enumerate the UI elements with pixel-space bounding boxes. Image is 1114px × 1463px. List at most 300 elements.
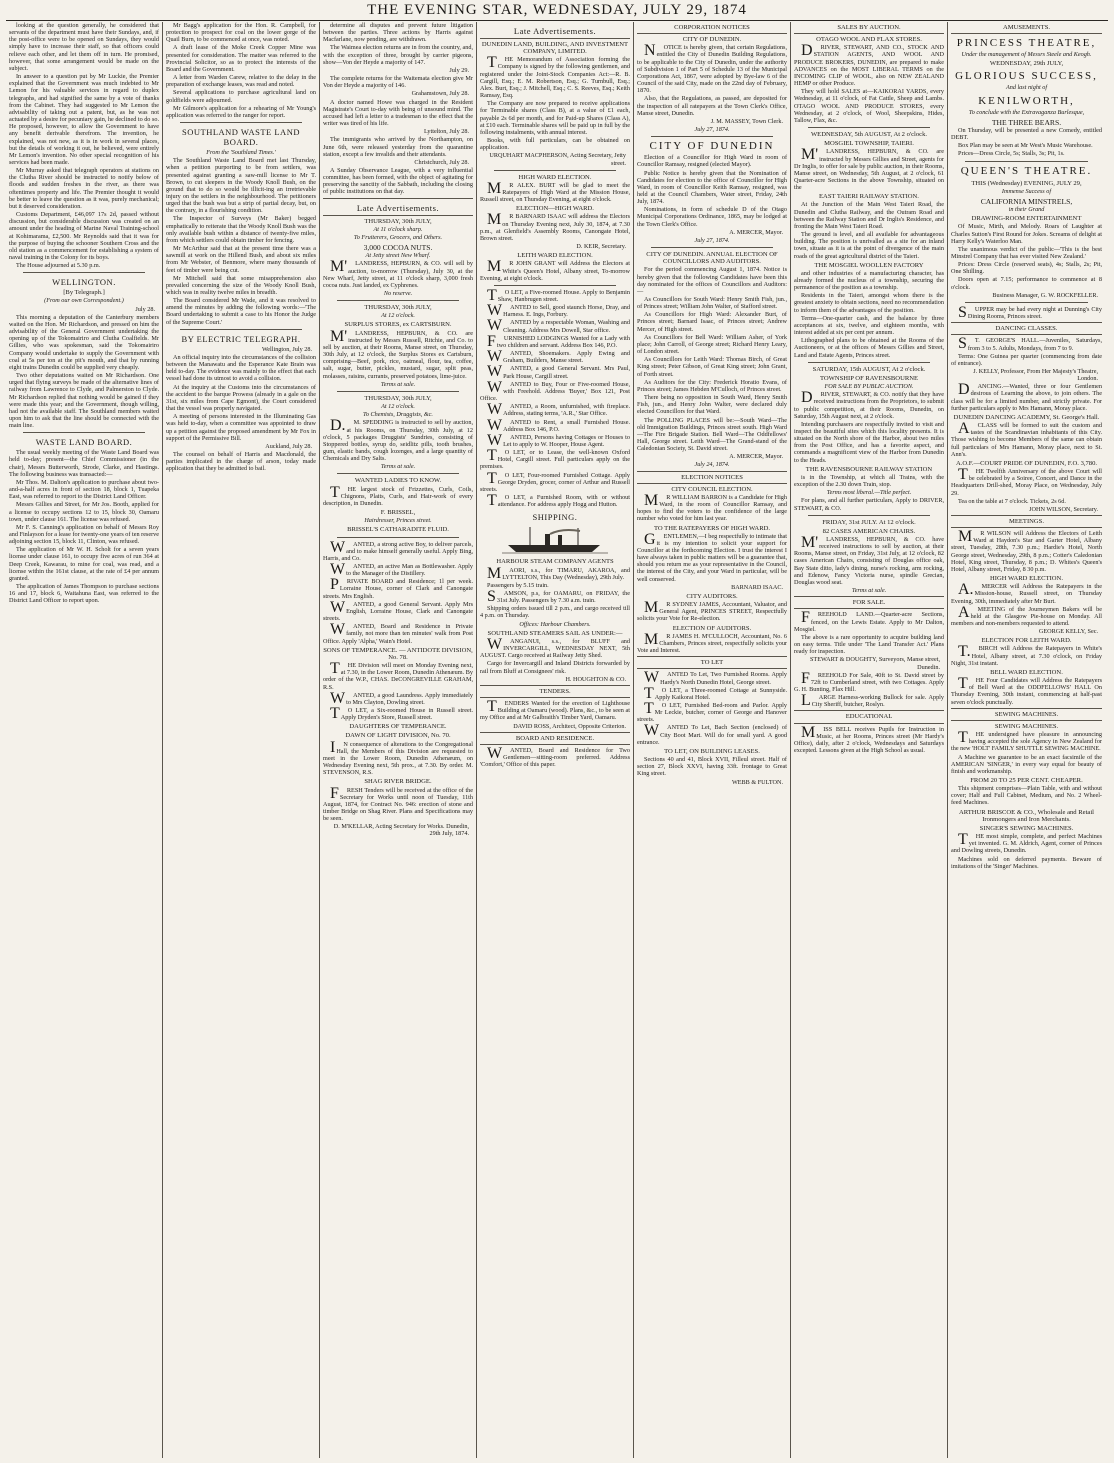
- article-paragraph: Mr Gilmore's application for a rehearing of Mr Young's application was referred to the ranger for report.: [166, 104, 316, 119]
- article-paragraph: The immigrants who arrived by the Northampton, on June 6th, were released yesterday from the quarantine station, except a few invalids and their attendants.: [323, 136, 473, 158]
- ad-signature: H. HOUGHTON & CO.: [565, 675, 626, 683]
- notice-title: CITY OF DUNEDIN. ANNUAL ELECTION OF COUNCILLORS AND AUDITORS.: [646, 251, 778, 266]
- dateline: Wellington, July 28.: [261, 345, 312, 353]
- ad-title: LEITH WARD ELECTION.: [517, 252, 593, 260]
- article-paragraph: A Sunday Observance League, with a very influential committee, has been formed, with the object of agitating for preserving the sanctity of the Sabbath, including the closing of public institutions on that day.: [323, 166, 473, 196]
- steamship-illustration: [500, 525, 610, 555]
- ad-body: Lithographed plans to be obtained at the Rooms of the Auctioneers, or at the offices of Messrs Gillies and Street, Land and Estate Agents, Princes street.: [794, 337, 944, 359]
- divider: [637, 33, 787, 34]
- ad-time: At 12 o'clock.: [381, 312, 415, 320]
- ad-body: Cargo for Invercargill and Inland Districts forwarded by rail from Bluff at Consignees' risk.: [480, 660, 630, 675]
- ad-body: TO LET, a Six-roomed House in Russell street. Apply Dryden's Store, Russell street.: [330, 704, 473, 722]
- ad-body: M'LANDRESS, HEPBURN, & CO. will sell by auction, to-morrow (Thursday), July 30, at the New Wharf, Jetty street, at 11 o'clock sharp, 3,000 fresh cocoa nuts. Just landed, ex Cyphrenes.: [323, 258, 473, 289]
- ad-body: TO LET, or to Lease, the well-known Oxford Hotel, Cargill street. Full particulars apply on the premises.: [480, 447, 630, 471]
- ad-signature: F. BRISSEL,: [380, 509, 416, 517]
- ad-headline: CALIFORNIA MINSTRELS,: [980, 196, 1073, 206]
- article-paragraph: determine all disputes and prevent future litigation between the parties. Three actions by Harris against Macfarlane, now pending, are withdrawn.: [323, 22, 473, 44]
- ad-title: QUEEN'S THEATRE.: [960, 164, 1093, 177]
- ad-body: The Company are now prepared to receive applications for Terminable shares (Class B), at a value of £1 each, payable 2s 6d per month, and for Paid-up Shares (Class A), at £10 each. Terminable shares will be paid up in full by the following instalments, with annual interest.: [480, 100, 630, 136]
- ad-body: ACLASS will be formed to suit the custom and tastes of the Scandinavian inhabitants of this City. Those wishing to become Members of the same can obtain full particulars of Mrs Hamann, Moray place, next to St. Ann's.: [951, 420, 1102, 458]
- ad-signature: GEORGE KELLY, Sec.: [1038, 628, 1098, 636]
- ad-body: THE Four Candidates will Address the Ratepayers of Bell Ward at the ODDFELLOWS' HALL On Thursday Evening, 30th instant, commencing at half-past seven o'clock punctually.: [951, 675, 1102, 706]
- notice-date: July 27, 1874.: [694, 126, 730, 134]
- dateline: Auckland, July 28.: [265, 442, 312, 450]
- ad-body: THE largest stock of Frizzettes, Curls, Coils, Chignons, Plaits, Curls, and Hair-work of every description, in Dunedin.: [323, 483, 473, 507]
- ad-body: SAMSON, p.s, for OAMARU, on FRIDAY, the 31st July. Passengers by 7.30 a.m. train.: [487, 588, 630, 605]
- ad-body: M'LANDRESS, HEPBURN, & CO. have received instructions to sell by auction, at their Rooms, Manse street, on Friday, 31st July, at 12 o'clock, 82 cases American Chairs, consisting of Douglas office oak, Bay State ditto, lady's dining, nurse's rocking, arm rocking, and Edenow, Fancy Victoria nurse, spindle Grecian, Douglas wood seat.: [794, 534, 944, 586]
- ad-body: T.BIRCH will Address the Ratepayers in White's Hotel, Albany street, at 7.30 o'clock, on Friday Night, 31st instant.: [951, 643, 1102, 667]
- ad-body: THE undersigned have pleasure in announcing having accepted the sole Agency in New Zealand for the new 'HOLT' FAMILY SHUTTLE SEWING MACHINE.: [951, 729, 1102, 753]
- ad-note: Terms at sale.: [851, 587, 887, 595]
- notice-title: ELECTION OF AUDITORS.: [672, 624, 752, 632]
- column-3: [320, 22, 477, 1458]
- ad-body: TO LET, Furnished Bed-room and Parlor. Apply Mr Leckie, butcher, corner of George and Hanover streets.: [637, 699, 787, 724]
- ad-body: TO LET, a Furnished Room, with or without attendance. For address apply Hogg and Hutton.: [487, 492, 630, 510]
- ad-subheading: THE MOSGIEL WOOLLEN FACTORY: [814, 261, 924, 269]
- ad-body: Terms—One-quarter cash, and the balance by three acceptances at six, twelve, and eighteen months, with interest added at six per cent per annum.: [794, 314, 944, 337]
- ad-body: A Machine we guarantee to be an exact facsimile of the AMERICAN 'SINGER,' in every way equal for beauty of finish and workmanship.: [951, 753, 1102, 775]
- ad-body: WANTED, a good General Servant. Mrs Paul, Park House, Cargill street.: [487, 363, 630, 381]
- notice-title: CITY OF DUNEDIN: [649, 140, 775, 153]
- ad-body: WANTED, Shoemakers. Apply Ewing and Graham, Builders, Manse street.: [487, 348, 630, 366]
- article-paragraph: Customs Department, £46,097 17s 2d, passed without discussion, but considerable discussion was created on an amount under the heading of Marine Naval Training-school at Kohimarama, £2,500. Mr Reynolds said that it was for the purpose of buying the schooner Southern Cross and the old station as a commencement for establishing a system of naval training in the Colony for its boys.: [9, 211, 159, 261]
- ad-time: At 12 o'clock.: [381, 403, 415, 411]
- ad-body: WANTED To Let, Two Furnished Rooms. Apply Hardy's North Dunedin Hotel, George street.: [644, 669, 787, 687]
- ad-title: HARBOUR STEAM COMPANY AGENTS: [496, 558, 614, 566]
- ad-body: WANTED, a Room, unfurnished, with fireplace. Address, stating terms, 'A.R.,' Star Office.: [487, 401, 630, 419]
- notice-body: As Councillors for High Ward: Alexander Burt, of Princes street; Barnard Isaac, of Princes street; Andrew Mercer, of High street.: [637, 311, 787, 333]
- article-paragraph: In answer to a question put by Mr Luckie, the Premier explained that the Government was much indebted to Mr Lemon for his valuable services in regard to duplex telegraphs, and had signified the same by a vote of thanks from the Cabinet. They had suggested to Mr Lemon the advisability of taking out a patent, but, as he was not actuated by a desire for pecuniary gain, he declined to do so. He proposed, however, to allow the Government to have any benefit derivable therefrom. The invention, he explained, was not new, as it is in work in several places, but the details of working it out, he believed, were entirely Mr Lemon's invention. No other special recognition of his services had been made.: [9, 73, 159, 166]
- section-heading: SALES BY AUCTION.: [837, 24, 901, 31]
- article-paragraph: The complete returns for the Waitemata election give Mr Von der Heyde a majority of 146.: [323, 75, 473, 90]
- divider: [951, 720, 1102, 721]
- ad-signature: D. KEIR, Secretary.: [576, 243, 626, 251]
- dateline: July 29.: [449, 66, 469, 74]
- ad-title: HIGH WARD ELECTION.: [518, 173, 592, 181]
- ad-signature: D. M'KELLAR, Acting Secretary for Works. Dunedin, 29th July, 1874.: [333, 823, 469, 838]
- section-heading: SOUTHLAND WASTE LAND BOARD.: [182, 127, 300, 148]
- ad-body: Intending purchasers are respectfully invited to visit and inspect the beautiful sites which this locality presents. It is situated on the North shore of the Harbor, about two miles from the Post Office, and has a favorite aspect, and commands a magnificent view of the Harbor from Dunedin to the Heads.: [794, 420, 944, 464]
- section-heading: FOR SALE.: [852, 599, 886, 607]
- divider: [965, 161, 1088, 162]
- article-paragraph: The Southland Waste Land Board met last Thursday, when a petition purporting to be from settlers, was presented against granting a saw-mill license to Mr T. Brown, to cut sleepers in the Woody Knoll Bush, on the ground that to do so would be illicit-ing an irretrievable injury on the settlers in the neighbourhood. The petitioners urged that the bush was but a strip of partial decay, but, on the contrary, in a flourishing condition.: [166, 157, 316, 215]
- column-4: [477, 22, 634, 1458]
- ad-title: ELECTION FOR LEITH WARD.: [981, 637, 1072, 645]
- article-paragraph: Messrs Gillies and Street, for Mr Jos. Booth, applied for a license to occupy sections 12 to 15, block 30, Oamaru town, under clause 161. The license was refused.: [9, 501, 159, 523]
- ad-subheading: FOR SALE BY PUBLIC AUCTION.: [824, 383, 914, 391]
- columns: [6, 22, 1108, 1458]
- ad-date: THIS (Wednesday) EVENING, JULY 29,: [971, 179, 1082, 187]
- dateline: Grahamstown, July 28.: [411, 90, 469, 98]
- ad-body: Tea on the table at 7 o'clock. Tickets, 2s 6d.: [958, 497, 1066, 505]
- notice-body: For the period commencing August 1, 1874. Notice is hereby given that the following Candidates have been this day nominated for the offices of Councillors and Auditors:—: [637, 266, 787, 295]
- ad-body: IN consequence of alterations to the Congregational Hall, the Members of this Division are requested to meet in the Lower Room, Dunedin Athenæum, on Wednesday Evening next, 5th prox., at 7.30. By order. M. STEVENSON, R.S.: [323, 738, 473, 777]
- ad-body: WANTED To Let, Bach Section (enclosed) of City Boot Mart. Will do for small yard. A good entrance.: [637, 722, 787, 746]
- ad-headline: KENILWORTH,: [978, 94, 1075, 107]
- divider: [323, 215, 473, 216]
- divider: [637, 668, 787, 669]
- ad-body: This shipment comprises—Plain Table, with and without cover; Half and Full Cabinet, Medium, and No. 2 Wheel-feed Machines.: [951, 785, 1102, 807]
- divider: [494, 170, 616, 171]
- ad-note: Terms at sale.: [380, 380, 416, 388]
- divider: [637, 483, 787, 484]
- ad-title: MOSGIEL TOWNSHIP, TAIERI.: [824, 140, 914, 148]
- ad-subheading: THE RAVENSBOURNE RAILWAY STATION: [805, 465, 933, 473]
- notice-body: There being no opposition in South Ward, Henry Smith Fish, jun., and Henry John Walter, were declared duly elected Councillors for that Ward.: [637, 394, 787, 416]
- ad-title: PRINCESS THEATRE,: [956, 37, 1097, 50]
- ad-title: A.O.F.—COURT PRIDE OF DUNEDIN, F.O. 3,780.: [955, 459, 1098, 467]
- ad-body: FURNISHED LODGINGS Wanted for a Lady with two children and servant. Address Box 146, P.O.: [487, 332, 630, 350]
- ad-body: Box Plan may be seen at Mr West's Music Warehouse.: [958, 142, 1093, 150]
- column-5: [634, 22, 791, 1458]
- ad-signature: URQUHART MACPHERSON, Acting Secretary, Jetty street.: [489, 152, 626, 167]
- ad-note: Terms at sale.: [380, 463, 416, 471]
- column-1: [6, 22, 163, 1458]
- ad-title: SONS OF TEMPERANCE. — ANTIDOTE DIVISION, No. 78.: [323, 646, 473, 661]
- divider: [951, 334, 1102, 335]
- notice-body: As Councillors for Bell Ward: William Asher, of York place; John Carroll, of George street; Richard Henry Leary, of London street.: [637, 333, 787, 356]
- ad-body: PRIVATE BOARD and Residence; 1l per week. Lorraine House, corner of Clark and Canongate streets. Mrs English.: [323, 576, 473, 600]
- section-heading: Late Advertisements.: [356, 202, 440, 213]
- ad-body: The above is a rare opportunity to acquire building land on easy terms. Title under 'The Land Transfer Act.' Plans ready for inspection.: [794, 633, 944, 656]
- notice-body: Also, that the Regulations, as passed, are deposited for the inspection of all ratepayers at the Town Clerk's Office, Manse street, Dunedin.: [637, 95, 787, 117]
- notice-body: MR JAMES H. M'CULLOCH, Accountant, No. 6 Chambers, Princes street, respectfully solicits your Vote and Interest.: [637, 630, 787, 655]
- ad-body: TO LET, a Five-roomed House. Apply to Benjamin Shaw, Hanbrugen street.: [487, 286, 630, 304]
- article-paragraph: Mr Murray asked that telegraph operators at stations on the Clutha River should be instructed to notify below of floods and sudden freshes in the river, as there was oftentimes property and life. The Premier thought it would be better to leave the question as it was, purely mechanical; but it deserved consideration.: [9, 167, 159, 210]
- ad-body: THE Division will meet on Monday Evening next, at 7.30, in the Lower Room, Dunedin Athenæum. By order of the W.P., CHAS. DeCONGREVILLE GRAHAM, R.S.: [323, 660, 473, 691]
- divider: [23, 272, 145, 273]
- article-paragraph: This morning a deputation of the Canterbury members waited on the Hon. Mr Richardson, and pressed on him the advisability of the General Government undertaking the opening up of the Tokomairiro and Clutha Coalfields. Mr Gillies, who was spokesman, said the Tokomairiro Company would undertake to supply the Government with coal at 5s per ton at the pit's mouth, and that by running eight trains Dunedin could be supplied very cheaply.: [9, 313, 159, 371]
- section-heading: SEWING MACHINES.: [994, 710, 1059, 718]
- divider: [480, 38, 630, 39]
- ad-title: SINGER'S SEWING MACHINES.: [979, 824, 1074, 832]
- divider: [337, 391, 459, 392]
- notice-body: MR SYDNEY JAMES, Accountant, Valuator, and General Agent, PRINCES STREET, Respectfully solicits your Vote for Re-election.: [637, 599, 787, 623]
- ad-body: FREEHOLD For Sale, 40ft to St. David street by 72ft to Cumberland street, with two Cottages. Apply G. H. Bunting, Flax Hill.: [794, 669, 944, 693]
- divider: [480, 697, 630, 698]
- ad-body: Of Music, Mirth, and Melody. Roars of Laughter at Charles Sutton's First Round for Jokes. Screams of delight at Harry Kelly's Waterloo Man.: [951, 223, 1102, 245]
- notice-body: Public Notice is hereby given that the Nomination of Candidates for election to the office of Councillor for High Ward, in room of Councillor Keith Ramsay, resigned, was held at the Council Chambers, Water street, Friday, 24th July, 1874.: [637, 169, 787, 206]
- ad-body: M'LANDRESS, HEPBURN, & CO. are instructed by Messrs Gillies and Street, agents for Dr Inglis, to offer for sale by public auction, in their Rooms, Manse street, on Wednesday, 5th August, at 2 o'clock, 61 Quarter-acre Sections in the above Township, situated on the: [794, 146, 944, 192]
- article-paragraph: Mr McArthur said that at the present time there was a sawmill at work on the Hillend Bush, and about six miles from Mr Webster, of Benmore, where many thousands of feet of timber were being cut.: [166, 245, 316, 274]
- article-paragraph: The Waimea election returns are in from the country, and, with the exception of three, brought by carrier pigeons, show—Von der Heyde a majority of 147.: [323, 44, 473, 66]
- ad-body: MR JOHN GRANT will Address the Electors at White's Queen's Hotel, Albany street, To-morrow Evening, at eight o'clock.: [480, 258, 630, 282]
- ad-body: SUPPER may be had every night at Dunning's City Dining Rooms, Princes street.: [958, 303, 1102, 321]
- ad-subheading: Under the management of Messrs Steele and Keogh.: [961, 51, 1092, 59]
- ad-body: D.M. SPEDDING is instructed to sell by auction, at his Rooms, on Thursday, 30th July, at 12 o'clock, 5 packages Druggists' Sundries, consisting of Stoppered bottles, syrup do, seidlitz pills, tooth brushes, gum, elastic bands, cough lozenges, and a large quantity of Chemicals and Dry Salts.: [323, 417, 473, 463]
- ad-signature: J. KELLY, Professor, From Her Majesty's Theatre, London.: [973, 368, 1098, 383]
- section-heading: CORPORATION NOTICES: [674, 24, 750, 31]
- ad-body: On Thursday, will be presented a new Comedy, entitled DEBT.: [951, 126, 1102, 142]
- notice-body: GENTLEMEN,—I beg respectfully to intimate that it is my intention to solicit your support for Councillor at the forthcoming Election. I trust the interest I have always taken in public matters will be a guarantee that, should you return me as your representative in the Council, the interest of the City, and your Ward in particular, will be well conserved.: [637, 530, 787, 583]
- dateline: Christchurch, July 28.: [414, 158, 469, 166]
- ad-subheading: And last night of: [1005, 84, 1048, 92]
- byline: [By Telegraph.]: [63, 289, 105, 297]
- ad-headline: GLORIOUS SUCCESS,: [955, 70, 1098, 83]
- ad-body: WANTED by a respectable Woman, Washing and Cleaning. Address Mrs Dowell, Star office.: [487, 317, 630, 335]
- ad-date: SATURDAY, 15th AUGUST, At 2 o'clock.: [812, 365, 926, 373]
- ad-body: Passengers by 5.15 train.: [487, 581, 549, 589]
- ad-body: MR WILSON will Address the Electors of Leith Ward at Haydon's Star and Garter Hotel, Albany street, Tuesday, 28th, 7.30 p.m.; Hardie's Hotel, North George street, Wednesday, 29th, 8 p.m.; Cotter's Caledonian Hotel, King street, Thursday, 8 p.m.; D. Whites's Queen's Hotel, Albany street, Friday, 8 30 p.m.: [951, 528, 1102, 573]
- ad-title: SHAG RIVER BRIDGE.: [364, 778, 432, 786]
- article-paragraph: Mr Thos. M. Dalton's application to purchase about two-and-a-half acres in front of section 18, block 1, Tuapeka East, was referred to report to the District Land Officer.: [9, 478, 159, 501]
- ad-title: BELL WARD ELECTION.: [990, 668, 1063, 676]
- ad-title: SURPLUS STORES, ex CARTSBURN.: [344, 321, 452, 329]
- ad-body: M'LANDRESS, HEPBURN, & CO. are instructed by Messrs Russell, Ritchie, and Co. to sell by auction, at their Rooms, Manse street, on Thursday, 30th July, at 12 o'clock, the Surplus Stores ex Cartsburn, comprising—Beef, pork, rice, oatmeal, flour, tea, coffee, salt, sugar, butter, pickles, mustard, sugar, split peas, molasses, raisins, currants, preserved potatoes, lime-juice.: [323, 327, 473, 380]
- ad-title: TO LET, ON BUILDING LEASES.: [664, 747, 760, 755]
- ad-body: Residents in the Taieri, amongst whom there is the greatest anxiety to obtain sections, need no recommendation to inform them of the advantages of the position.: [794, 292, 944, 314]
- ad-headline: THE THREE BEARS.: [991, 117, 1062, 127]
- section-heading: BOARD AND RESIDENCE.: [515, 734, 595, 742]
- ad-subheading: Immense Success of: [1001, 187, 1052, 195]
- ad-body: THE Memorandum of Association forming the Company is signed by the following gentlemen, and registered under the Joint-Stock Companies Act:—R. B. Cargill, Esq.; E. M. Robertson, Esq.; G. Turnbull, Esq.; Alex. Burt, Esq.; J. Mitchell, Esq.; C. S. Reeves, Esq.; Keith Ramsay, Esq.: [480, 54, 630, 100]
- ad-body: The unanimous verdict of the public—'This is the best Minstrel Company that has ever visited New Zealand.': [951, 245, 1102, 260]
- column-6: [791, 22, 948, 1458]
- notice-signature: BARNARD ISAAC.: [731, 583, 783, 591]
- article-paragraph: The Board considered Mr Wade, and it was resolved to amend the minutes by adding the following words:—'The Board undertaking to submit a case to his Honor the Judge of the Supreme Court.': [166, 297, 316, 326]
- article-paragraph: Mr F. S. Canning's application on behalf of Messrs Roy and Finlayson for a lease for twenty-one years of ten reserve adjoining section 15, block 11, Clinton, was refused.: [9, 523, 159, 546]
- ad-subheading: DAWN OF LIGHT DIVISION, No. 70.: [345, 732, 451, 740]
- ad-subheading: To Fruiterers, Grocers, and Others.: [353, 233, 443, 241]
- notice-body: Nominations, in form of schedule D of the Otago Municipal Corporations Ordinance, 1865, may be lodged at the Town Clerk's Office.: [637, 206, 787, 228]
- notice-signature: J. M. MASSEY, Town Clerk.: [710, 117, 783, 125]
- ad-signature: DAVID ROSS, Architect, Opposite Criterion.: [513, 722, 626, 730]
- divider: [951, 322, 1102, 323]
- article-paragraph: The application of James Thompson to purchase sections 16 and 17, block 6, Waitahuna East, was referred to the District Land Officer to report upon.: [9, 583, 159, 605]
- divider: [337, 537, 459, 538]
- dateline: Lyttelton, July 28.: [423, 128, 469, 136]
- ad-title: ELECTION—HIGH WARD.: [516, 205, 594, 213]
- ad-body: TO LET, Four-roomed Furnished Cottage. Apply George Dryden, grocer, corner of Arthur and Russell streets.: [480, 469, 630, 493]
- ad-title: 82 CASES AMERICAN CHAIRS.: [822, 527, 916, 535]
- ad-date: THURSDAY, 30th JULY,: [364, 394, 432, 402]
- ad-subheading: in their Grand: [1008, 206, 1045, 214]
- ad-note: Terms most liberal.—Title perfect.: [826, 489, 912, 497]
- divider: [337, 473, 459, 474]
- dateline: July 28.: [135, 305, 155, 313]
- ad-body: They will hold SALES at—KAIKORAI YARDS, every Wednesday, at 11 o'clock, of Fat Cattle, Sheep and Lambs. OTAGO WOOL AND PRODUCE STORES, every Wednesday, at 2 o'clock, of Wool, Sheepskins, Hides, Tallow, Flax, &c.: [794, 88, 944, 124]
- article-paragraph: Two other deputations waited on Mr Richardson. One urged that flying surveys be made of the alternative lines of railway from Lawrence to Clyde, and Palmerston to Clyde. Mr Richardson replied that nothing would be gained if they were made this year; and the Government, though willing, had not the available staff. The Southland members waited upon him to ask that the line should be connected with the main line.: [9, 372, 159, 430]
- article-paragraph: The usual weekly meeting of the Waste Land Board was held to-day; present—the Chief Commissioner (in the chair), Messrs Butterworth, Strode, Clarke, and Hastings. The following business was transacted:—: [9, 449, 159, 478]
- section-heading: TENDERS.: [539, 687, 571, 695]
- masthead: THE EVENING STAR, WEDNESDAY, JULY 29, 1874: [367, 2, 747, 18]
- ad-signature: JOHN WILSON, Secretary.: [1029, 505, 1098, 513]
- column-2: [163, 22, 320, 1458]
- divider: [651, 247, 773, 248]
- section-heading: WELLINGTON.: [52, 277, 116, 288]
- ad-body: Prices: Dress Circle (reserved seats), 4s; Stalls, 2s; Pit, One Shilling.: [951, 261, 1102, 276]
- section-heading: AMUSEMENTS.: [1002, 24, 1051, 31]
- section-heading: SHIPPING.: [532, 512, 578, 523]
- notice-body: As Councillors for Leith Ward: Thomas Birch, of Great King street; Peter Gibson, of Great King street; John Grant, of Forth street.: [637, 356, 787, 378]
- section-heading: BY ELECTRIC TELEGRAPH.: [181, 333, 301, 344]
- ad-signature: Business Manager, G. W. ROCKFELLER.: [992, 291, 1098, 299]
- article-paragraph: looking at the question generally, he considered that servants of the department must have their Sundays, and, if the post-office were to be opened on Sundays, they would simply have to increase their staff, so that officers could relieve each other, and let them off in turn. He promised, however, that some arrangement would be made on the subject.: [9, 22, 159, 72]
- ad-title: 3,000 COCOA NUTS.: [363, 243, 433, 253]
- notice-date: July 24, 1874.: [694, 461, 730, 469]
- ad-body: WANTED, a strong active Boy, to deliver parcels, and to make himself generally useful. Apply Bing, Harris, and Co.: [323, 538, 473, 562]
- ad-title: HIGH WARD ELECTION.: [990, 575, 1063, 583]
- ad-body: Terms: One Guinea per quarter (commencing from date of entrance).: [951, 352, 1102, 367]
- ad-body: Machines sold on deferred payments. Beware of imitations of the 'Singer' Machines.: [951, 855, 1102, 870]
- divider: [180, 329, 302, 330]
- ad-body: The ground is level, and all available for advantageous building. The position is unrivalled as a site for an inland town, situate as it is at the point of divergence of the main roads of the great agricultural district of the Taieri.: [794, 231, 944, 260]
- notice-body: MR WILLIAM BARRON is a Candidate for High Ward, in the room of Councillor Ramsay, and hopes to find the voters to the confidence of the large number who voted for him last year.: [637, 491, 787, 523]
- ad-title: DUNEDIN LAND, BUILDING, AND INVESTMENT COMPANY, LIMITED.: [481, 41, 629, 56]
- divider: [637, 471, 787, 472]
- notice-body: The POLLING PLACES will be:—South Ward—The old Immigration Buildings, Princes street south. High Ward—The Fire Brigade Station. Bell Ward—The Oddfellows' Hall, George street. Leith Ward—The Grand-stand of the Caledonian Society, St. David street.: [637, 416, 787, 453]
- ad-body: Books, with full particulars, can be obtained on application.: [480, 137, 630, 152]
- ad-body: WANTED, Board and Residence in Private family, not more than ten minutes' walk from Post Office. Apply 'Alpha,' Wain's Hotel.: [323, 621, 473, 645]
- ad-headline: FROM 20 TO 25 PER CENT. CHEAPER.: [970, 776, 1083, 784]
- ad-date: FRIDAY, 31st JULY. At 12 o'clock.: [822, 518, 916, 526]
- ad-body: Prices—Dress Circle, 5s; Stalls, 3s; Pit, 1s.: [958, 150, 1065, 158]
- divider: [951, 527, 1102, 528]
- article-paragraph: Several applications to purchase agricultural land on goldfields were adjourned.: [166, 89, 316, 104]
- notice-signature: A. MERCER, Mayor.: [729, 453, 783, 461]
- ad-body: TENDERS Wanted for the erection of Lighthouse Building at Oamaru (wood). Plans, &c., to be seen at my Office and at Mr Galbraith's Timber Yard, Oamaru.: [480, 698, 630, 722]
- article-paragraph: A meeting of persons interested in the Illuminating Gas was held to-day, when a committee was appointed to draw up a petition against the proposed amendment by Mr Fox in support of the Permissive Bill.: [166, 413, 316, 442]
- notice-date: July 27, 1874.: [694, 236, 730, 244]
- section-heading: ELECTION NOTICES: [681, 473, 743, 481]
- ad-subheading: EAST TAIERI RAILWAY STATION.: [819, 193, 919, 201]
- article-paragraph: Mr Bagg's application for the Hon. R. Campbell, for protection to prospect for coal on the lower gorge of the Quail Burn, to be commenced at once, was noted.: [166, 22, 316, 44]
- ad-body: MISS BELL receives Pupils for Instruction in Music, at her Rooms, Princes street (Mr Hardy's Office), daily, after 2 o'clock, Wednesdays and Saturdays excepted. Lessons given at the High School as usual.: [794, 723, 944, 755]
- byline: (From our own Correspondent.): [44, 297, 124, 305]
- notice-body: Election of a Councillor for High Ward in room of Councillor Ramsay, resigned (elected Mayor).: [637, 154, 787, 169]
- article-paragraph: The application of Mr W. H. Scholt for a seven years license under clause 161, to occupy five acres of run 364 at Deep Creek, Kawarau, to mine for coal, was read, and a license within the 161st clause, at the rate of £4 per annum granted.: [9, 546, 159, 582]
- divider: [794, 723, 944, 724]
- notice-body: As Auditors for the City: Frederick Horatio Evans, of Princes street; James Hebden M'Culloch, of Princes street.: [637, 378, 787, 393]
- ad-title: BRISSEL'S CATHARADITE FLUID.: [347, 526, 449, 534]
- byline: From the 'Southland Times.': [206, 149, 276, 157]
- ad-body: A.MERCER will Address the Ratepayers in the Mission-house, Russell street, on Thursday Evening, 30th, immediately after Mr Burt.: [951, 581, 1102, 605]
- ad-signature: STEWART & DOUGHTY, Surveyors, Manse street, Dunedin.: [809, 656, 940, 671]
- ad-body: At the Junction of the Main West Taieri Road, the Dunedin and Clutha Railway, and the Outram Road and between the Railway Station and Dr Inglis's Residence, and fronting the Main West Taieri Road.: [794, 201, 944, 230]
- article-paragraph: A letter from Warden Carew, relative to the delay in the preparation of exchange leases, was read and noted.: [166, 74, 316, 89]
- column-7: [948, 22, 1105, 1458]
- notice-title: CITY AUDITORS.: [686, 592, 738, 600]
- section-heading: DANCING CLASSES.: [995, 325, 1058, 333]
- masthead-rule: [6, 20, 1108, 21]
- article-paragraph: A draft lease of the Moke Creek Copper Mine was presented for consideration. The matter was referred to the Provincial Solicitor, so as to protect the interests of the Board and the Government.: [166, 44, 316, 73]
- ad-body: MAORI, s.s., for TIMARU, AKAROA, and LYTTELTON, This Day (Wednesday), 29th July.: [487, 564, 630, 582]
- ad-body: WANTED, Board and Residence for Two Gentlemen—sitting-room preferred. Address 'Comfort,' Office of this paper.: [480, 744, 630, 769]
- ad-body: FRESH Tenders will be received at the office of the Secretary for Works until noon of Tuesday, 11th August, 1874, for Contract No. 946: erection of stone and timber Bridge on Shag River. Plans and Specifications may be seen.: [323, 784, 473, 823]
- ad-address: Hairdresser, Princes street.: [364, 517, 432, 525]
- ad-time: At 11 o'clock sharp.: [373, 225, 423, 233]
- ad-headline: DRAWING-ROOM ENTERTAINMENT: [971, 215, 1082, 223]
- ad-title: DAUGHTERS OF TEMPERANCE.: [349, 723, 447, 731]
- ad-location: At Jetty street New Wharf.: [365, 252, 431, 260]
- ad-body: DANCING.—Wanted, three or four Gentlemen desirous of Learning the above, to join others. The class will be for a limited number, and strictly private. For further particulars apply to Mrs Hamann, Moray place.: [951, 381, 1102, 412]
- ad-title: OTAGO WOOL AND FLAX STORES.: [816, 36, 922, 44]
- ad-body: WANTED, a good Laundress. Apply immediately to Mrs Clayton, Dowling street.: [330, 689, 473, 707]
- ad-body: LARGE Harness-working Bullock for sale. Apply City Sheriff, butcher, Roslyn.: [801, 692, 944, 710]
- divider: [808, 515, 930, 516]
- ad-body: WANTED to Rent, a small Furnished House. Address Box 146, P.O.: [487, 416, 630, 434]
- ad-body: WANGANUI, s.s., for BLUFF and INVERCARGILL, WEDNESDAY NEXT, 5th AUGUST. Cargo received at Railway Jetty Shed.: [480, 635, 630, 660]
- divider: [951, 33, 1102, 34]
- divider: [480, 744, 630, 745]
- divider: [480, 685, 630, 686]
- ad-body: THE Twelfth Anniversary of the above Court will be celebrated by a Soiree, Concert, and Dance in the Headquarters Drill-shed, Moray Place, on Wednesday, July 29.: [951, 466, 1102, 497]
- notice-body: As Councillors for South Ward: Henry Smith Fish, jun., of Princes street; William John Walter, of Stafford street.: [637, 296, 787, 311]
- ad-body: WANTED to Sell, good staunch Horse, Dray, and Harness. E. Ings, Forbury.: [487, 302, 630, 320]
- notice-signature: A. MERCER, Mayor.: [729, 228, 783, 236]
- ad-body: AMEETING of the Journeymen Bakers will be held at the Glasgow Pie-house on Monday. All members and non-members requested to attend.: [951, 603, 1102, 627]
- ad-date: THURSDAY, 30th JULY,: [364, 304, 432, 312]
- ad-body: and other industries of a manufacturing character, has already formed the nucleus of a township, securing the permanence of the position as a township.: [794, 269, 944, 292]
- ad-title: WANTED LADIES TO KNOW.: [354, 477, 442, 485]
- ad-date: THURSDAY, 30th JULY,: [364, 217, 432, 225]
- ad-body: WANTED to Buy, Four or Five-roomed House, with Freehold. Address 'Buyer,' Box 121, Post Office.: [480, 378, 630, 403]
- divider: [951, 708, 1102, 709]
- ad-date: WEDNESDAY, 5th AUGUST, At 2 o'clock.: [810, 131, 928, 139]
- ad-title: TOWNSHIP OF RAVENSBOURNE: [819, 374, 919, 382]
- divider: [323, 198, 473, 199]
- divider: [794, 33, 944, 34]
- ad-title: DUNEDIN DANCING ACADEMY, St. George's Hall.: [953, 413, 1100, 421]
- divider: [494, 285, 616, 286]
- article-paragraph: An official inquiry into the circumstances of the collision between the Manawatu and the Esperance Kate Brain was held to-day. The evidence was mainly to the effect that each vessel had done its utmost to avoid a collision.: [166, 353, 316, 383]
- article-paragraph: The House adjourned at 5.30 p.m.: [16, 262, 101, 270]
- ad-body: DRIVER, STEWART, & CO. notify that they have received instructions from the Proprietors, to submit to public competition, at their Rooms, Dunedin, on Saturday, 15th August next, at 2 o'clock.: [794, 389, 944, 420]
- ad-body: MR ALEX. BURT will be glad to meet the Ratepayers of High Ward at the Mission House, Russell street, on Thursday Evening, at eight o'clock.: [480, 179, 630, 204]
- notice-body: NOTICE is hereby given, that certain Regulations, entitled the City of Dunedin Building Regulations, to be applicable to the City of Dunedin, under the authority of Subdivision 1 of Part 5 of Schedule 13 of the Municipal Corporations Act, 1867, were adopted by Bye-law 6 of the Council of the said City, made on the 22nd day of February, 1870.: [637, 42, 787, 95]
- divider: [951, 515, 1102, 516]
- divider: [337, 300, 459, 301]
- ad-date: WEDNESDAY, 29th JULY,: [989, 60, 1064, 68]
- divider: [794, 710, 944, 711]
- ad-subheading: To Chemists, Druggists, &c.: [363, 411, 433, 419]
- ad-body: Doors open at 7.15; performance to commence at 8 o'clock.: [951, 276, 1102, 291]
- notice-title: CITY COUNCIL ELECTION.: [671, 485, 753, 493]
- divider: [23, 432, 145, 433]
- article-paragraph: The counsel on behalf of Harris and Macdonald, the parties implicated in the charge of arson, today made application that they be admitted to bail.: [166, 450, 316, 473]
- article-paragraph: At the inquiry at the Customs into the circumstances of the accident to the barque Prowess (already in a gale on the 31st, six miles from Cape Egmont), the Court considered that the vessel was properly navigated.: [166, 383, 316, 413]
- ad-signature: ARTHUR BRISCOE & CO., Wholesale and Retail Ironmongers and Iron Merchants.: [958, 808, 1094, 823]
- section-heading: Late Advertisements.: [513, 26, 597, 36]
- divider: [480, 732, 630, 733]
- ad-body: WANTED, a good General Servant. Apply Mrs English, Lorraine House, Clark and Canongate streets.: [323, 598, 473, 623]
- divider: [808, 127, 930, 128]
- ad-body: DRIVER, STEWART, AND CO., STOCK AND STATION AGENTS, AND WOOL AND PRODUCE BROKERS, DUNEDIN, are prepared to make ADVANCES on the MOST LIBERAL TERMS on the INCOMING CLIP of WOOL, also on NEW ZEALAND HEMP or other Produce.: [794, 42, 944, 88]
- ad-title: CITY OF DUNEDIN.: [682, 36, 742, 44]
- ad-body: Sections 40 and 41, Block XVII, Filleul street. Half of section 27, Block XXVI, having 33ft. frontage to Great King street.: [637, 756, 787, 778]
- ad-address: Offices: Harbour Chambers.: [519, 620, 591, 628]
- ad-body: MR BARNARD ISAAC will address the Electors on Thursday Evening next, July 30, 1874, at 7.30 p.m., at Glenfield's Assembly Rooms, Canongate Hotel, Brown street.: [480, 211, 630, 242]
- ad-note: No reserve.: [383, 290, 413, 297]
- ad-body: ST. GEORGE'S HALL.—Juveniles, Saturdays, from 3 to 5. Adults, Mondays, from 7 to 9.: [958, 335, 1102, 353]
- divider: [637, 656, 787, 657]
- ad-body: WANTED, an active Man as Bottlewasher. Apply to the Manager of the Distillery.: [330, 561, 473, 578]
- divider: [794, 596, 944, 597]
- ad-title: SOUTHLAND STEAMERS SAIL AS UNDER:—: [487, 629, 623, 637]
- article-paragraph: Mr Mitchell said that some misapprehension also prevailed concerning the size of the Woody Knoll Bush, which was in reality twelve miles in breadth.: [166, 274, 316, 296]
- ad-body: THE most simple, complete, and perfect Machines yet invented. G. M. Aldrich, Agent, corner of Princes and Dowling streets, Dunedin.: [951, 831, 1102, 855]
- divider: [651, 136, 773, 137]
- divider: [794, 608, 944, 609]
- notice-title: TO THE RATEPAYERS OF HIGH WARD.: [653, 524, 771, 532]
- divider: [808, 362, 930, 363]
- section-heading: EDUCATIONAL: [845, 713, 893, 721]
- ad-body: TO LET, a Three-roomed Cottage at Sunnyside. Apply Kaikorai Hotel.: [644, 684, 787, 702]
- article-paragraph: A doctor named Howe was charged in the Resident Magistrate's Court to-day with being of unsound mind. The accused had left a letter to a tradesman to the effect that the writer was tired of his life.: [323, 98, 473, 128]
- section-heading: WASTE LAND BOARD.: [35, 437, 133, 448]
- article-paragraph: The Inspector of Surveys (Mr Baker) begged emphatically to reiterate that the Woody Knoll Bush was the only available bush within a distance of twenty-five miles, from which settlers could obtain timber for fencing.: [166, 215, 316, 244]
- section-heading: MEETINGS.: [1009, 517, 1044, 525]
